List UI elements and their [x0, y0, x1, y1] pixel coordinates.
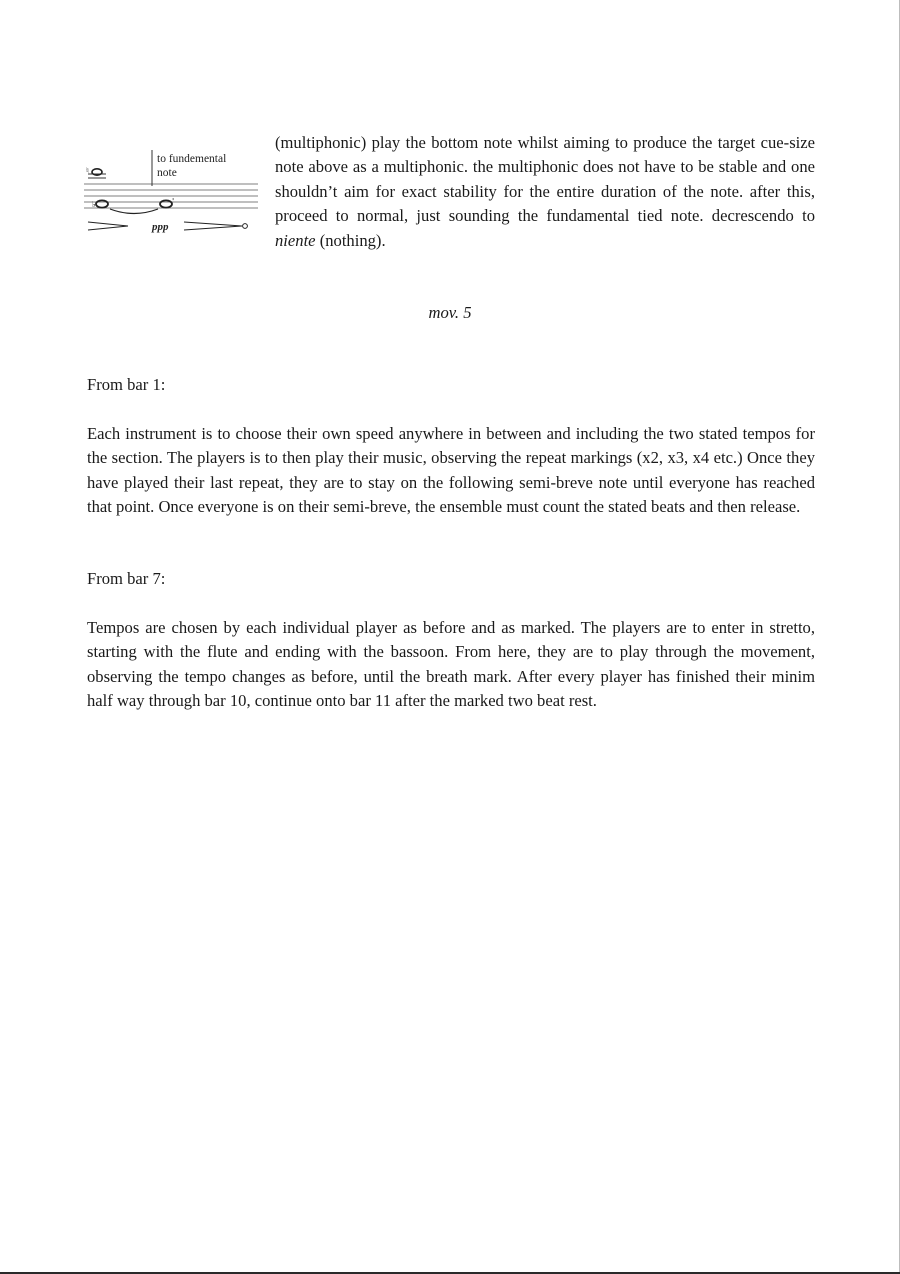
- section-body-bar-1: Each instrument is to choose their own speed anywhere in between and including the two stated tempos for the section. The players is to then play their music, observing the repeat markings (x2, x3, x4 etc.) Once they have played their last repeat, they are to stay on the following semi-breve note until everyone has reached that point. Once everyone is on their semi-breve, the ensemble must count the stated beats and then release.: [87, 424, 815, 517]
- svg-text:': ': [172, 197, 175, 206]
- notation-label: [157, 152, 226, 180]
- section-body-bar-7: Tempos are chosen by each individual player as before and as marked. The players are to enter in stretto, starting with the flute and ending with the bassoon. From here, they are to play through the movement, observing the tempo changes as before, until the breath mark. After every player has finished their minim half way through bar 10, continue onto bar 11 after the marked two beat rest.: [87, 618, 815, 711]
- movement-heading: mov. 5: [428, 303, 472, 322]
- dynamic-marking: ppp: [152, 221, 169, 233]
- multiphonic-description: [275, 131, 815, 253]
- multiphonic-text-italic: niente: [275, 230, 316, 250]
- fundamental-note-icon: [92, 200, 108, 209]
- cue-note-icon: [86, 166, 106, 178]
- svg-text:♮: ♮: [86, 166, 89, 175]
- multiphonic-notation-example: [82, 146, 262, 236]
- section-heading-bar-1: From bar 1:: [87, 375, 166, 394]
- decrescendo-hairpin-icon: [88, 222, 128, 230]
- multiphonic-text-end: (nothing).: [315, 230, 386, 250]
- multiphonic-text-main: (multiphonic) play the bottom note whilst aiming to produce the target cue-size note above as a multiphonic. the multiphonic does not have to be stable and one shouldn’t aim for exact stability for the entire duration of the note. after this, proceed to normal, just sounding the fundamental tied note. decrescendo to: [275, 133, 815, 226]
- svg-text:♭: ♭: [92, 200, 96, 209]
- notation-label-line1: to fundemental: [157, 153, 227, 165]
- niente-hairpin-icon: [184, 222, 247, 230]
- notation-label-line2: note: [157, 167, 177, 179]
- section-heading-bar-7: From bar 7:: [87, 569, 166, 588]
